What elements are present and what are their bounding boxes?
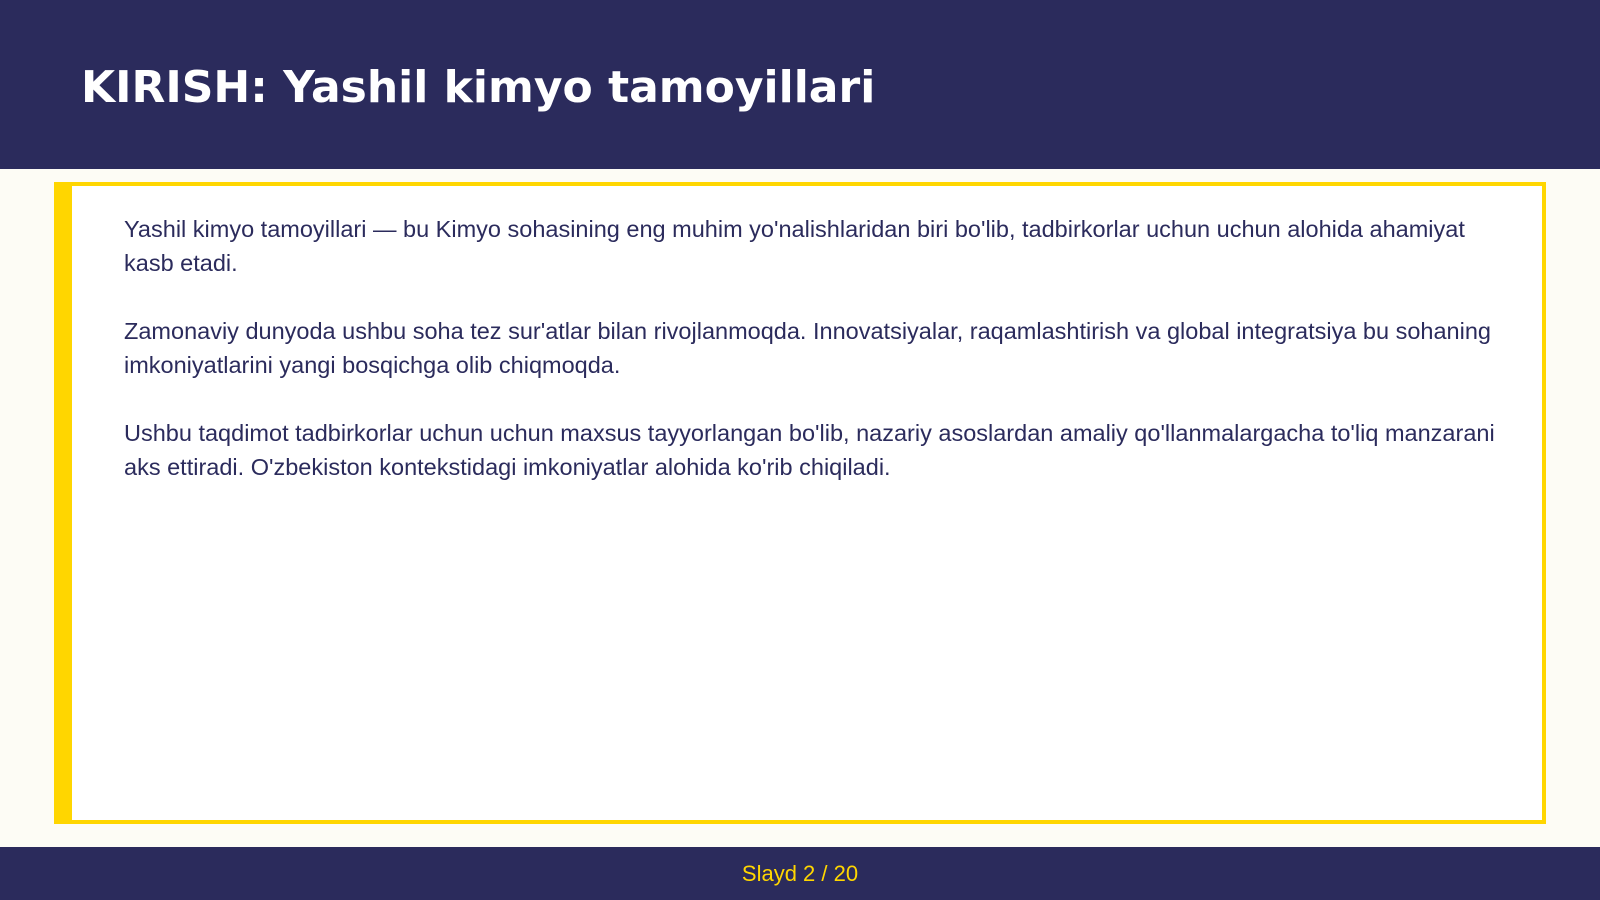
paragraph-3: Ushbu taqdimot tadbirkorlar uchun uchun maxsus tayyorlangan bo'lib, nazariy asoslardan amaliy qo'llanmalargacha to'liq manzarani aks ettiradi. O'zbekiston kontekstidagi imkoniyatlar alohida ko'rib chiqiladi.	[124, 420, 1495, 480]
content-card	[54, 182, 1546, 824]
paragraph-2: Zamonaviy dunyoda ushbu soha tez sur'atlar bilan rivojlanmoqda. Innovatsiyalar, raqamlashtirish va global integratsiya bu sohaning imkoniyatlarini yangi bosqichga olib chiqmoqda.	[124, 318, 1491, 378]
slide-footer	[0, 847, 1600, 900]
slide-header	[0, 0, 1600, 169]
paragraph-1: Yashil kimyo tamoyillari — bu Kimyo sohasining eng muhim yo'nalishlaridan biri bo'lib, tadbirkorlar uchun uchun alohida ahamiyat kasb etadi.	[124, 216, 1465, 276]
slide-title: KIRISH: Yashil kimyo tamoyillari	[81, 62, 876, 113]
slide-number: Slayd 2 / 20	[741, 861, 859, 886]
content-body	[124, 212, 1504, 518]
